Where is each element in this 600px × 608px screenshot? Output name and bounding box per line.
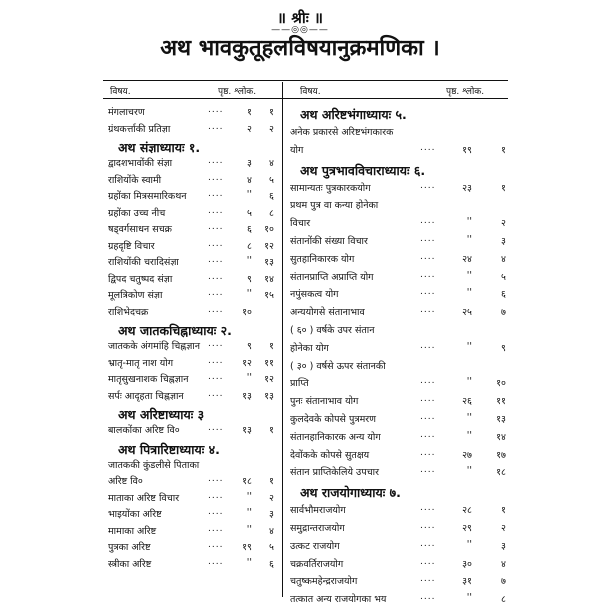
- invocation-header: ॥ श्रीः ॥: [277, 9, 323, 27]
- index-entry: [108, 491, 278, 507]
- entry-page: १९: [242, 542, 252, 553]
- index-entry: [108, 540, 278, 556]
- entry-page: १८: [242, 476, 252, 487]
- entry-page: ५: [247, 207, 252, 219]
- entry-subject: कुलदेवके कोपसे पुत्रमरण: [290, 414, 377, 425]
- leader-dots: ....: [420, 216, 436, 227]
- entry-page: १: [247, 107, 252, 118]
- entry-verse: ५: [269, 174, 274, 186]
- entry-subject: अन्ययोगसे संतानाभाव: [290, 307, 365, 319]
- entry-page: '': [466, 465, 472, 477]
- entry-subject: सामान्यतः पुत्रकारकयोग: [290, 182, 371, 194]
- entry-page: ९: [247, 341, 252, 352]
- entry-subject: संतान प्राप्तिकेलिये उपचार: [290, 467, 379, 479]
- leader-dots: ....: [208, 105, 224, 115]
- chapter-heading: अथ अरिष्टभंगाध्यायः ५.: [300, 107, 407, 122]
- ornament-divider: ——◎◎——: [271, 25, 329, 35]
- index-entry: [108, 474, 278, 490]
- index-entry: [108, 339, 278, 355]
- leader-dots: ....: [420, 340, 436, 351]
- leader-dots: ....: [420, 180, 436, 191]
- leader-dots: ....: [208, 172, 224, 183]
- entry-subject: ( ६० ) वर्षके उपर संतान: [290, 325, 375, 336]
- leader-dots: ....: [208, 205, 224, 216]
- entry-page: १३: [242, 425, 252, 436]
- entry-subject: ( ३० ) वर्षसे ऊपर संतानकी: [290, 360, 386, 372]
- leader-dots: ....: [420, 574, 436, 585]
- entry-continuation: [290, 323, 508, 339]
- entry-verse: ६: [269, 191, 274, 202]
- entry-verse: १: [269, 476, 274, 487]
- leader-dots: ....: [420, 269, 436, 280]
- index-entry: [108, 122, 278, 138]
- entry-verse: १: [501, 144, 506, 156]
- entry-verse: १: [501, 505, 506, 517]
- entry-subject: ग्रहदृष्टि विचार: [108, 240, 155, 252]
- entry-subject: द्वादशभावोंकी संज्ञा: [108, 158, 173, 169]
- entry-verse: १: [269, 107, 274, 118]
- entry-subject: मामाका अरिष्ट: [108, 525, 157, 537]
- index-entry: [108, 255, 278, 271]
- entry-subject: ग्रंथकर्त्ताकी प्रतिज्ञा: [108, 123, 171, 135]
- entry-continuation: [290, 198, 508, 214]
- entry-subject: स्त्रीका अरिष्ट: [108, 558, 152, 570]
- entry-subject: मंगलाचरण: [108, 107, 145, 118]
- entry-verse: ४: [269, 525, 274, 537]
- entry-page: २९: [462, 523, 472, 534]
- leader-dots: ....: [420, 503, 436, 514]
- entry-page: '': [466, 216, 472, 228]
- entry-page: ४: [247, 174, 252, 186]
- leader-dots: ....: [208, 523, 224, 534]
- header-rule: [103, 98, 508, 99]
- leader-dots: ....: [208, 121, 224, 132]
- entry-subject: पुनः संतानाभाव योग: [290, 396, 359, 408]
- index-entry: [108, 524, 278, 540]
- entry-page: २: [247, 123, 252, 135]
- index-entry: [108, 389, 278, 405]
- entry-continuation: [290, 125, 508, 141]
- entry-subject: ग्रहोंका मित्रसमारिकथन: [108, 191, 187, 202]
- entry-verse: ४: [501, 558, 506, 570]
- left-subject-header: विषय.: [110, 87, 131, 97]
- entry-verse: १०: [264, 224, 274, 235]
- entry-verse: ८: [269, 207, 274, 219]
- entry-subject: षड्वर्गसाधन सचक्र: [108, 224, 172, 235]
- leader-dots: ....: [420, 234, 436, 244]
- entry-verse: १५: [264, 290, 274, 301]
- entry-verse: ५: [269, 542, 274, 553]
- entry-verse: ३: [501, 236, 506, 247]
- entry-page: '': [246, 255, 252, 266]
- index-entry: [290, 412, 508, 428]
- entry-subject: होनेका योग: [290, 342, 329, 354]
- index-entry: [108, 288, 278, 304]
- leader-dots: ....: [420, 521, 436, 531]
- entry-verse: ५: [501, 271, 506, 283]
- entry-page: २८: [462, 505, 472, 517]
- entry-verse: ७: [501, 307, 506, 319]
- entry-subject: विचार: [290, 218, 311, 230]
- entry-verse: २: [269, 123, 274, 135]
- leader-dots: ....: [208, 490, 224, 501]
- index-entry: [290, 448, 508, 464]
- index-entry: [108, 305, 278, 321]
- leader-dots: ....: [208, 304, 224, 315]
- entry-page: '': [466, 269, 472, 281]
- index-entry: [290, 181, 508, 197]
- index-entry: [290, 503, 508, 519]
- index-entry: [108, 507, 278, 523]
- entry-subject: नपुंसकत्व योग: [290, 289, 339, 301]
- entry-page: '': [246, 523, 252, 535]
- entry-subject: प्राप्ति: [290, 378, 309, 390]
- entry-verse: १२: [264, 240, 274, 252]
- entry-verse: १४: [264, 273, 274, 285]
- index-entry: [290, 430, 508, 446]
- entry-verse: १०: [496, 378, 506, 390]
- entry-subject: संतानप्राप्ति अप्राप्ति योग: [290, 271, 374, 283]
- entry-page: '': [246, 189, 252, 200]
- entry-page: १३: [242, 390, 252, 402]
- leader-dots: ....: [208, 540, 224, 550]
- entry-verse: १८: [496, 467, 506, 479]
- leader-dots: ....: [420, 305, 436, 316]
- entry-continuation: [290, 359, 508, 375]
- entry-subject: अनेक प्रकारसे अरिष्टभंगकारक: [290, 127, 394, 138]
- entry-verse: १३: [264, 390, 274, 402]
- index-entry: [290, 234, 508, 250]
- entry-page: '': [246, 288, 252, 299]
- entry-verse: ७: [501, 576, 506, 588]
- entry-verse: ९: [501, 342, 506, 354]
- index-entry: [108, 557, 278, 573]
- index-entry: [108, 372, 278, 388]
- entry-verse: १२: [264, 374, 274, 385]
- entry-page: '': [466, 287, 472, 299]
- leader-dots: ....: [208, 556, 224, 567]
- entry-subject: राशियोंके स्वामी: [108, 174, 162, 186]
- entry-page: '': [466, 340, 472, 352]
- entry-continuation: [108, 458, 278, 474]
- entry-verse: ६: [501, 289, 506, 301]
- leader-dots: ....: [420, 465, 436, 476]
- entry-verse: २: [269, 492, 274, 504]
- leader-dots: ....: [420, 412, 436, 422]
- entry-subject: ग्रहोंका उच्च नीच: [108, 207, 166, 219]
- left-page-verse-header: पृष्ठ. श्लोक.: [218, 87, 257, 97]
- leader-dots: ....: [208, 156, 224, 166]
- entry-page: ९: [247, 273, 252, 285]
- column-divider: [282, 82, 283, 597]
- leader-dots: ....: [208, 288, 224, 298]
- entry-page: '': [466, 376, 472, 388]
- leader-dots: ....: [208, 388, 224, 399]
- entry-page: ६: [247, 224, 252, 235]
- entry-page: १२: [242, 357, 252, 369]
- leader-dots: ....: [208, 189, 224, 199]
- index-entry: [290, 252, 508, 268]
- entry-page: ३०: [462, 558, 472, 570]
- leader-dots: ....: [208, 271, 224, 282]
- entry-subject: उत्कट राजयोग: [290, 540, 340, 552]
- leader-dots: ....: [420, 592, 436, 603]
- index-entry: [108, 189, 278, 205]
- page-title: अथ भावकुतूहलविषयानुक्रमणिका ।: [160, 36, 440, 61]
- entry-verse: २: [501, 523, 506, 534]
- index-entry: [290, 270, 508, 286]
- index-entry: [108, 423, 278, 439]
- leader-dots: ....: [208, 238, 224, 249]
- entry-verse: १४: [496, 431, 506, 443]
- leader-dots: ....: [208, 474, 224, 484]
- leader-dots: ....: [420, 556, 436, 567]
- chapter-heading: अथ पुत्रभावविचाराध्यायः ६.: [300, 162, 426, 178]
- right-subject-header: विषय.: [300, 87, 321, 97]
- entry-subject: बालकोंका अरिष्ट वि०: [108, 425, 180, 436]
- entry-subject: भाइयोंका अरिष्ट: [108, 509, 162, 520]
- chapter-heading: अथ पित्रारिष्टाध्यायः ४.: [118, 441, 220, 457]
- chapter-heading: अथ अरिष्टाध्यायः ३: [118, 407, 205, 422]
- leader-dots: ....: [420, 394, 436, 405]
- entry-subject: सार्वभौमराजयोग: [290, 505, 346, 517]
- index-entry: [108, 272, 278, 288]
- entry-subject: भ्रातृ-मातृ नाश योग: [108, 357, 174, 369]
- index-entry: [290, 592, 508, 608]
- entry-verse: १३: [496, 414, 506, 425]
- entry-verse: २: [501, 218, 506, 230]
- top-rule: [103, 80, 508, 81]
- leader-dots: ....: [420, 142, 436, 153]
- index-entry: [290, 143, 508, 159]
- entry-page: '': [466, 592, 472, 604]
- entry-subject: पुत्रका अरिष्ट: [108, 542, 151, 553]
- leader-dots: ....: [420, 251, 436, 262]
- entry-page: '': [246, 372, 252, 383]
- entry-page: ३: [247, 158, 252, 169]
- entry-subject: राशियोंकी चरादिसंज्ञा: [108, 257, 179, 268]
- entry-subject: द्विपद चतुष्पद संज्ञा: [108, 273, 173, 285]
- index-entry: [290, 341, 508, 357]
- entry-verse: १: [269, 425, 274, 436]
- entry-verse: ११: [264, 357, 274, 369]
- entry-subject: मातृसुखनाशक चिह्नज्ञान: [108, 374, 189, 385]
- entry-subject: देवोंकके कोपसे सुतक्षय: [290, 449, 370, 461]
- entry-subject: संतानोंकी संख्या विचार: [290, 236, 368, 247]
- index-entry: [290, 287, 508, 303]
- index-entry: [290, 574, 508, 590]
- entry-subject: अरिष्ट वि०: [108, 476, 143, 487]
- entry-subject: सुतहानिकारक योग: [290, 253, 355, 265]
- entry-verse: ६: [269, 558, 274, 570]
- index-entry: [290, 557, 508, 573]
- entry-subject: सर्पः आदृहता चिह्नज्ञान: [108, 390, 184, 402]
- leader-dots: ....: [208, 355, 224, 366]
- leader-dots: ....: [420, 538, 436, 549]
- entry-page: १९: [462, 144, 472, 156]
- entry-subject: संतानहानिकारक अन्य योग: [290, 431, 381, 443]
- index-entry: [290, 539, 508, 555]
- leader-dots: ....: [420, 447, 436, 458]
- entry-page: २६: [462, 396, 472, 408]
- entry-verse: ३: [269, 509, 274, 520]
- index-entry: [290, 521, 508, 537]
- entry-verse: १: [269, 341, 274, 352]
- entry-page: ८: [247, 240, 252, 252]
- entry-subject: चक्रवर्तिराजयोग: [290, 558, 344, 570]
- index-entry: [108, 105, 278, 121]
- entry-subject: समुद्रान्तराजयोग: [290, 523, 345, 534]
- entry-subject: चतुष्कमहेन्द्रराजयोग: [290, 576, 358, 588]
- entry-subject: माताका अरिष्ट विचार: [108, 492, 180, 504]
- entry-page: '': [246, 507, 252, 518]
- entry-page: ३१: [462, 576, 472, 588]
- entry-page: २३: [462, 182, 472, 194]
- entry-subject: प्रथम पुत्र वा कन्या होनेका: [290, 200, 379, 212]
- entry-subject: जातकके अंगमांहि चिह्नज्ञान: [108, 341, 201, 352]
- leader-dots: ....: [208, 372, 224, 382]
- index-entry: [108, 173, 278, 189]
- index-entry: [108, 206, 278, 222]
- leader-dots: ....: [420, 429, 436, 440]
- index-entry: [290, 305, 508, 321]
- entry-verse: १३: [264, 257, 274, 268]
- entry-page: '': [246, 490, 252, 502]
- index-entry: [290, 216, 508, 232]
- entry-verse: ११: [496, 396, 506, 408]
- right-page-verse-header: पृष्ठ. श्लोक.: [446, 87, 485, 97]
- chapter-heading: अथ राजयोगाध्यायः ७.: [300, 485, 401, 501]
- entry-verse: ८: [501, 594, 506, 606]
- index-entry: [290, 465, 508, 481]
- entry-page: '': [466, 429, 472, 441]
- entry-page: २७: [462, 449, 472, 461]
- entry-page: '': [246, 556, 252, 568]
- index-entry: [108, 156, 278, 172]
- leader-dots: ....: [420, 376, 436, 387]
- entry-page: '': [466, 234, 472, 245]
- index-entry: [108, 239, 278, 255]
- entry-subject: तत्कात अन्य राजयोगका भय: [290, 594, 387, 606]
- entry-page: २५: [462, 307, 472, 319]
- entry-page: '': [466, 538, 472, 550]
- chapter-heading: अथ जातकचिह्नाध्यायः २.: [118, 323, 232, 338]
- leader-dots: ....: [208, 255, 224, 265]
- entry-verse: ३: [501, 540, 506, 552]
- entry-verse: १७: [496, 449, 506, 461]
- entry-verse: १: [501, 182, 506, 194]
- leader-dots: ....: [208, 423, 224, 433]
- leader-dots: ....: [420, 287, 436, 298]
- entry-subject: राशिभेदचक्र: [108, 306, 149, 318]
- index-entry: [290, 394, 508, 410]
- index-entry: [108, 356, 278, 372]
- entry-subject: मूलत्रिकोण संज्ञा: [108, 290, 163, 301]
- entry-page: १०: [242, 306, 252, 318]
- leader-dots: ....: [208, 339, 224, 349]
- chapter-heading: अथ संज्ञाध्यायः १.: [118, 140, 201, 155]
- entry-subject: जातककी कुंडलीसे पिताका: [108, 459, 200, 471]
- entry-verse: ४: [269, 158, 274, 169]
- entry-page: २४: [462, 253, 472, 265]
- leader-dots: ....: [208, 507, 224, 517]
- entry-subject: योग: [290, 144, 304, 156]
- leader-dots: ....: [208, 222, 224, 232]
- entry-verse: ४: [501, 253, 506, 265]
- index-entry: [108, 222, 278, 238]
- entry-page: '': [466, 412, 472, 423]
- index-entry: [290, 376, 508, 392]
